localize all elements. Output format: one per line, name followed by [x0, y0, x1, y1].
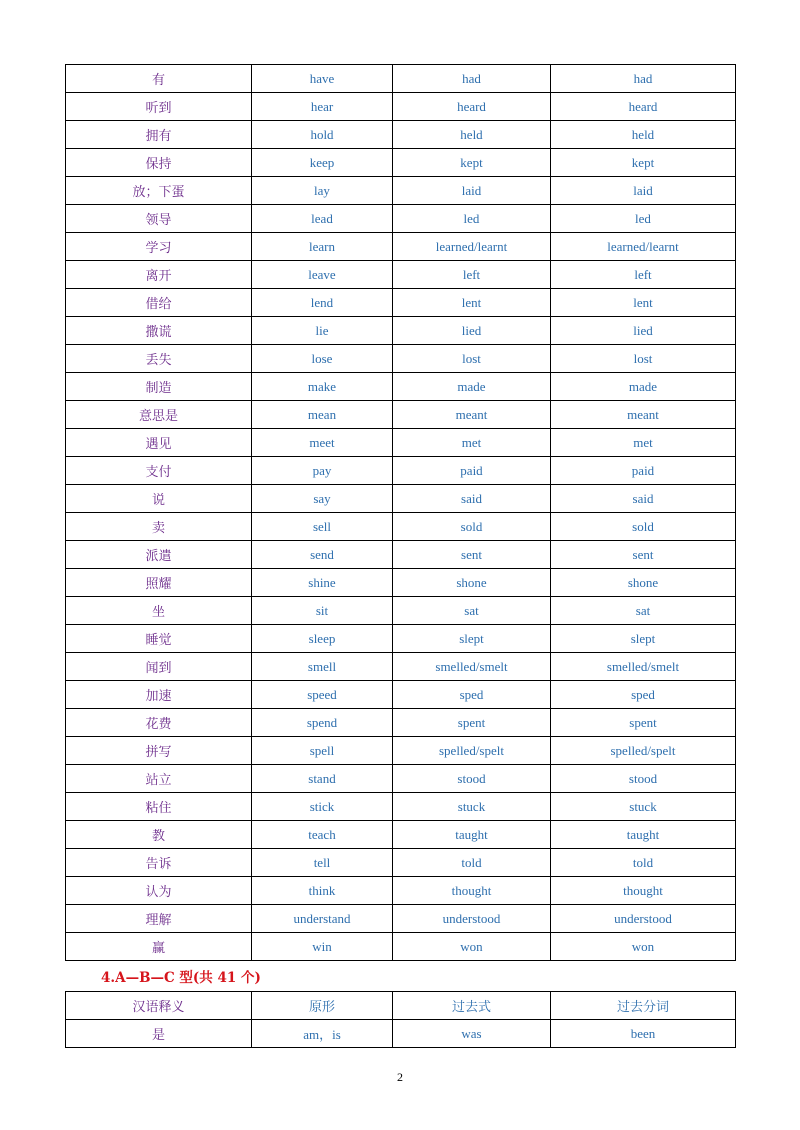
past-participle: taught [551, 821, 736, 849]
table-row [66, 1020, 736, 1048]
past-tense: learned/learnt [393, 233, 551, 261]
past-participle: been [551, 1020, 736, 1048]
chinese-meaning: 借给 [66, 289, 252, 317]
table-row [66, 485, 736, 513]
table-row [66, 541, 736, 569]
past-tense: sped [393, 681, 551, 709]
table-row [66, 149, 736, 177]
base-form: lend [252, 289, 393, 317]
table-row [66, 177, 736, 205]
past-tense: was [393, 1020, 551, 1048]
chinese-meaning: 拼写 [66, 737, 252, 765]
chinese-meaning: 拥有 [66, 121, 252, 149]
past-tense: thought [393, 877, 551, 905]
base-form: lead [252, 205, 393, 233]
chinese-meaning: 认为 [66, 877, 252, 905]
table-row [66, 877, 736, 905]
past-tense: sent [393, 541, 551, 569]
table-row [66, 317, 736, 345]
past-participle: laid [551, 177, 736, 205]
section-heading: 4.A—B—C 型(共 41 个) [101, 970, 261, 986]
table-row [66, 513, 736, 541]
past-tense: kept [393, 149, 551, 177]
past-tense: said [393, 485, 551, 513]
base-form: sleep [252, 625, 393, 653]
chinese-meaning: 卖 [66, 513, 252, 541]
table-row [66, 625, 736, 653]
past-tense: sold [393, 513, 551, 541]
table-row [66, 569, 736, 597]
past-participle: shone [551, 569, 736, 597]
past-tense: taught [393, 821, 551, 849]
past-participle: spelled/spelt [551, 737, 736, 765]
past-tense: stuck [393, 793, 551, 821]
base-form: mean [252, 401, 393, 429]
chinese-meaning: 是 [66, 1020, 252, 1048]
past-participle: paid [551, 457, 736, 485]
verb-table-body [66, 65, 736, 961]
past-participle: stuck [551, 793, 736, 821]
verb-table-abc-body [66, 992, 736, 1048]
chinese-meaning: 丢失 [66, 345, 252, 373]
chinese-meaning: 撒谎 [66, 317, 252, 345]
past-participle: made [551, 373, 736, 401]
base-form: lose [252, 345, 393, 373]
base-form: understand [252, 905, 393, 933]
past-tense: laid [393, 177, 551, 205]
chinese-meaning: 站立 [66, 765, 252, 793]
past-participle: spent [551, 709, 736, 737]
past-participle: won [551, 933, 736, 961]
table-row [66, 233, 736, 261]
chinese-meaning: 加速 [66, 681, 252, 709]
chinese-meaning: 粘住 [66, 793, 252, 821]
past-tense: paid [393, 457, 551, 485]
verb-table-main [65, 64, 736, 961]
page-number: 2 [397, 1070, 403, 1084]
table-row [66, 737, 736, 765]
table-row [66, 653, 736, 681]
chinese-meaning: 听到 [66, 93, 252, 121]
past-participle: led [551, 205, 736, 233]
chinese-meaning: 保持 [66, 149, 252, 177]
past-tense: led [393, 205, 551, 233]
past-tense: spent [393, 709, 551, 737]
table-row [66, 401, 736, 429]
chinese-meaning: 离开 [66, 261, 252, 289]
chinese-meaning: 赢 [66, 933, 252, 961]
past-participle: sent [551, 541, 736, 569]
table-row [66, 429, 736, 457]
past-tense: heard [393, 93, 551, 121]
table-row [66, 821, 736, 849]
past-participle: held [551, 121, 736, 149]
table-row [66, 289, 736, 317]
base-form: stand [252, 765, 393, 793]
chinese-meaning: 派遣 [66, 541, 252, 569]
past-tense: told [393, 849, 551, 877]
past-participle: understood [551, 905, 736, 933]
chinese-meaning: 学习 [66, 233, 252, 261]
chinese-meaning: 领导 [66, 205, 252, 233]
table-row [66, 261, 736, 289]
chinese-meaning: 支付 [66, 457, 252, 485]
past-participle: kept [551, 149, 736, 177]
chinese-meaning: 照耀 [66, 569, 252, 597]
past-participle: lost [551, 345, 736, 373]
past-tense: understood [393, 905, 551, 933]
base-form: send [252, 541, 393, 569]
chinese-meaning: 睡觉 [66, 625, 252, 653]
chinese-meaning: 遇见 [66, 429, 252, 457]
table-row [66, 373, 736, 401]
base-form: lie [252, 317, 393, 345]
base-form: win [252, 933, 393, 961]
chinese-meaning: 坐 [66, 597, 252, 625]
header-base-form: 原形 [252, 992, 393, 1020]
past-participle: learned/learnt [551, 233, 736, 261]
base-form: sell [252, 513, 393, 541]
chinese-meaning: 理解 [66, 905, 252, 933]
past-participle: sold [551, 513, 736, 541]
past-tense: meant [393, 401, 551, 429]
past-participle: said [551, 485, 736, 513]
base-form: am，is [252, 1020, 393, 1048]
chinese-meaning: 说 [66, 485, 252, 513]
base-form: speed [252, 681, 393, 709]
chinese-meaning: 花费 [66, 709, 252, 737]
base-form: keep [252, 149, 393, 177]
past-tense: slept [393, 625, 551, 653]
base-form: say [252, 485, 393, 513]
past-tense: had [393, 65, 551, 93]
header-chinese-meaning: 汉语释义 [66, 992, 252, 1020]
base-form: spell [252, 737, 393, 765]
past-tense: left [393, 261, 551, 289]
base-form: learn [252, 233, 393, 261]
table-row [66, 681, 736, 709]
table-row [66, 93, 736, 121]
base-form: make [252, 373, 393, 401]
table-row [66, 765, 736, 793]
table-row [66, 457, 736, 485]
table-header-row [66, 992, 736, 1020]
base-form: spend [252, 709, 393, 737]
past-tense: shone [393, 569, 551, 597]
base-form: shine [252, 569, 393, 597]
base-form: teach [252, 821, 393, 849]
chinese-meaning: 教 [66, 821, 252, 849]
past-participle: heard [551, 93, 736, 121]
past-participle: meant [551, 401, 736, 429]
past-participle: sped [551, 681, 736, 709]
base-form: stick [252, 793, 393, 821]
past-participle: slept [551, 625, 736, 653]
base-form: lay [252, 177, 393, 205]
table-row [66, 597, 736, 625]
past-participle: sat [551, 597, 736, 625]
chinese-meaning: 放；下蛋 [66, 177, 252, 205]
chinese-meaning: 意思是 [66, 401, 252, 429]
past-participle: thought [551, 877, 736, 905]
base-form: meet [252, 429, 393, 457]
base-form: tell [252, 849, 393, 877]
past-tense: lost [393, 345, 551, 373]
past-participle: smelled/smelt [551, 653, 736, 681]
base-form: pay [252, 457, 393, 485]
table-row [66, 121, 736, 149]
table-row [66, 65, 736, 93]
base-form: sit [252, 597, 393, 625]
chinese-meaning: 告诉 [66, 849, 252, 877]
chinese-meaning: 制造 [66, 373, 252, 401]
past-tense: made [393, 373, 551, 401]
past-tense: smelled/smelt [393, 653, 551, 681]
base-form: hold [252, 121, 393, 149]
table-row [66, 849, 736, 877]
past-tense: won [393, 933, 551, 961]
header-past-tense: 过去式 [393, 992, 551, 1020]
header-past-participle: 过去分词 [551, 992, 736, 1020]
past-tense: met [393, 429, 551, 457]
past-tense: sat [393, 597, 551, 625]
chinese-meaning: 有 [66, 65, 252, 93]
past-tense: held [393, 121, 551, 149]
past-participle: stood [551, 765, 736, 793]
past-participle: left [551, 261, 736, 289]
chinese-meaning: 闻到 [66, 653, 252, 681]
table-row [66, 345, 736, 373]
past-participle: had [551, 65, 736, 93]
past-participle: lent [551, 289, 736, 317]
base-form: smell [252, 653, 393, 681]
table-row [66, 905, 736, 933]
past-participle: told [551, 849, 736, 877]
verb-table-abc [65, 991, 736, 1048]
base-form: hear [252, 93, 393, 121]
table-row [66, 709, 736, 737]
past-tense: stood [393, 765, 551, 793]
past-participle: lied [551, 317, 736, 345]
past-tense: lent [393, 289, 551, 317]
base-form: think [252, 877, 393, 905]
base-form: have [252, 65, 393, 93]
base-form: leave [252, 261, 393, 289]
past-participle: met [551, 429, 736, 457]
table-row [66, 933, 736, 961]
table-row [66, 205, 736, 233]
past-tense: lied [393, 317, 551, 345]
table-row [66, 793, 736, 821]
past-tense: spelled/spelt [393, 737, 551, 765]
